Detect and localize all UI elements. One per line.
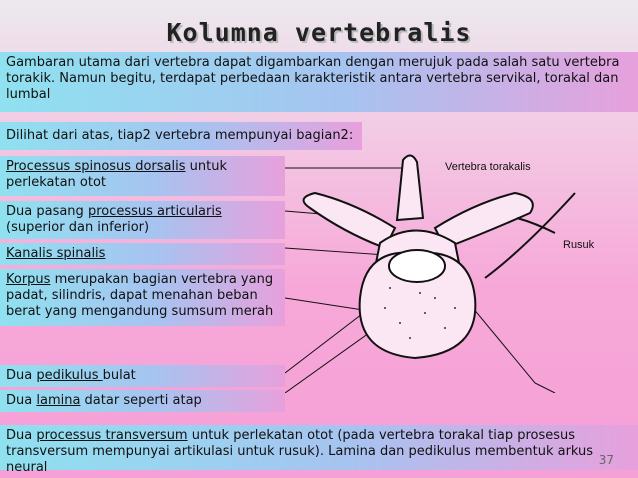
- item-rest: datar seperti atap: [80, 393, 202, 408]
- item-processus-articularis: [0, 201, 285, 239]
- bottom-term: processus transversum: [36, 428, 188, 443]
- slide-title: Kolumna vertebralis: [166, 18, 472, 47]
- item-rest: untuk perlekatan otot: [6, 159, 227, 190]
- item-pedikulus: [0, 365, 285, 387]
- bottom-pre: Dua: [6, 428, 37, 443]
- vertebra-drawing: [304, 155, 533, 358]
- page-number: 37: [598, 453, 614, 467]
- item-pre: Dua: [6, 393, 37, 408]
- item-kanalis-spinalis: [0, 243, 285, 265]
- lead-text: Dilihat dari atas, tiap2 vertebra mempunyai bagian2:: [0, 122, 362, 150]
- bottom-rest: untuk perlekatan otot (pada vertebra torakal tiap prosesus transversum mempunyai artikulasi untuk rusuk). Lamina dan pedikulus membentuk arkus neural: [6, 428, 594, 475]
- intro-text: Gambaran utama dari vertebra dapat digambarkan dengan merujuk pada salah satu vertebra torakik. Namun begitu, terdapat perbedaan karakteristik antara vertebra servikal, torakal dan lumbal: [0, 52, 638, 112]
- item-rest: merupakan bagian vertebra yang padat, silindris, dapat menahan beban berat yang mengandung sumsum merah: [6, 272, 274, 319]
- item-term: lamina: [36, 393, 81, 408]
- item-pre: Dua: [6, 368, 37, 383]
- item-rest: (superior dan inferior): [6, 220, 150, 235]
- vertebra-diagram: [285, 148, 635, 393]
- item-term: Kanalis spinalis: [6, 246, 106, 261]
- label-rusuk: Rusuk: [563, 239, 595, 251]
- item-processus-spinosus: [0, 156, 285, 196]
- item-term: pedikulus: [36, 368, 103, 383]
- item-pre: Dua pasang: [6, 204, 88, 219]
- item-term: processus articularis: [87, 204, 222, 219]
- label-vertebra-torakalis: Vertebra torakalis: [445, 161, 531, 173]
- item-lamina: [0, 390, 285, 412]
- item-rest: bulat: [102, 368, 136, 383]
- item-korpus: [0, 269, 285, 326]
- item-term: Korpus: [6, 272, 51, 287]
- bottom-text: [0, 425, 638, 475]
- item-term: Processus spinosus dorsalis: [6, 159, 186, 174]
